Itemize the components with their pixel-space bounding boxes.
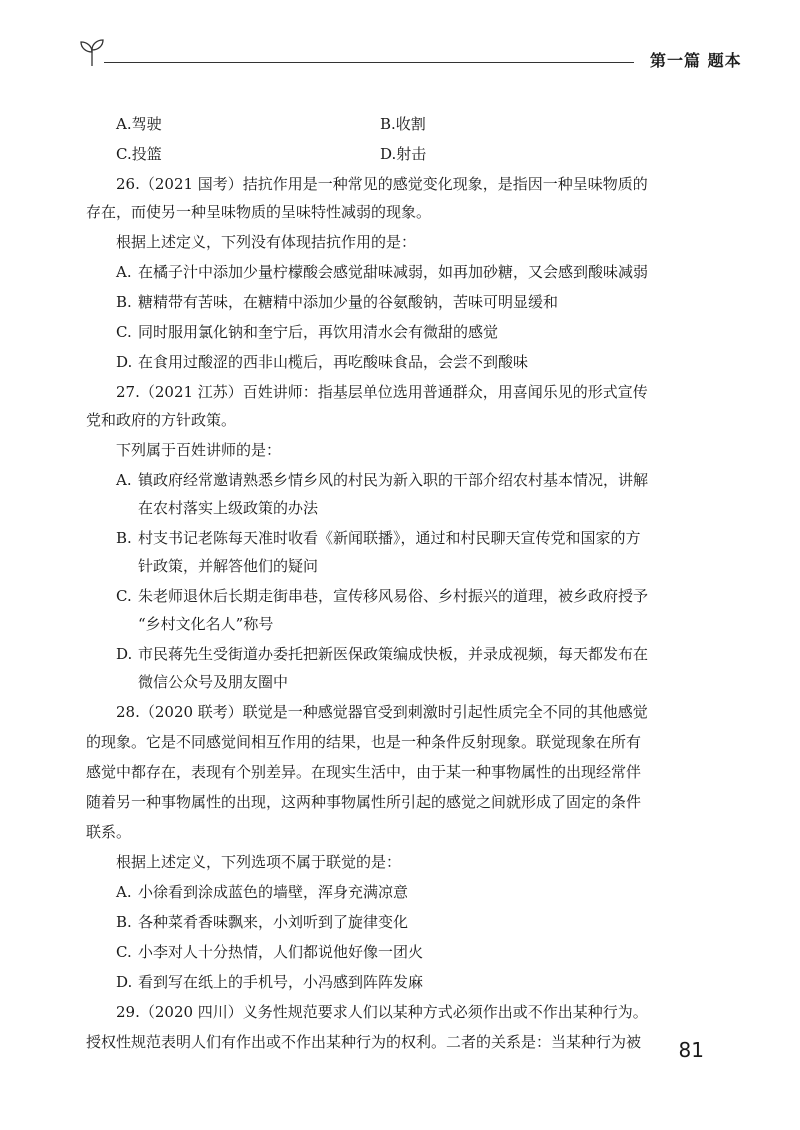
q28-stem-line-3: 感觉中都存在，表现有个别差异。在现实生活中，由于某一种事物属性的出现经常伴	[86, 763, 642, 781]
q28-option-b: B. 各种菜肴香味飘来，小刘听到了旋律变化	[116, 913, 409, 931]
q29-stem-line-1: 29.（2020 四川）义务性规范要求人们以某种方式必须作出或不作出某种行为。	[116, 1003, 648, 1021]
question-29	[86, 998, 700, 1056]
q27-option-b: B. 村支书记老陈每天准时收看《新闻联播》，通过和村民聊天宣传党和国家的方 针政策，并解答他们的疑问	[116, 529, 641, 575]
question-28	[86, 698, 700, 996]
page-header	[78, 38, 742, 78]
section-title: 第一篇 题本	[650, 51, 742, 70]
q26-option-a: A. 在橘子汁中添加少量柠檬酸会感觉甜味减弱，如再加砂糖，又会感到酸味减弱	[116, 263, 649, 281]
q27-option-d: D. 市民蒋先生受街道办委托把新医保政策编成快板，并录成视频，每天都发布在 微信公众号及朋友圈中	[116, 645, 649, 691]
q26-stem-line-1: 26.（2021 国考）拮抗作用是一种常见的感觉变化现象，是指因一种呈味物质的	[116, 175, 648, 193]
q25-option-c: C.投篮	[116, 145, 162, 163]
page-number: 81	[678, 1038, 704, 1062]
question-26	[86, 170, 700, 376]
q26-option-b: B. 糖精带有苦味，在糖精中添加少量的谷氨酸钠，苦味可明显缓和	[116, 293, 559, 311]
page-content	[86, 110, 700, 1056]
q25-option-b: B.收割	[380, 115, 426, 133]
q28-question: 根据上述定义，下列选项不属于联觉的是：	[116, 853, 402, 871]
q26-question: 根据上述定义，下列没有体现拮抗作用的是：	[116, 233, 417, 251]
q25-options-row-2	[116, 140, 700, 168]
q29-stem-line-2: 授权性规范表明人们有作出或不作出某种行为的权利。二者的关系是：当某种行为被	[86, 1033, 642, 1051]
q26-stem-line-2: 存在，而使另一种呈味物质的呈味特性减弱的现象。	[86, 203, 432, 221]
q28-stem-line-1: 28.（2020 联考）联觉是一种感觉器官受到刺激时引起性质完全不同的其他感觉	[116, 703, 648, 721]
sprout-icon	[78, 38, 106, 68]
q25-option-d: D.射击	[380, 145, 427, 163]
q27-option-c: C. 朱老师退休后长期走街串巷，宣传移风易俗、乡村振兴的道理，被乡政府授予 “乡村文化名人”称号	[116, 587, 649, 633]
q25-option-a: A.驾驶	[116, 115, 162, 133]
q26-option-c: C. 同时服用氯化钠和奎宁后，再饮用清水会有微甜的感觉	[116, 323, 499, 341]
q27-stem-line-1: 27.（2021 江苏）百姓讲师：指基层单位选用普通群众，用喜闻乐见的形式宣传	[116, 383, 648, 401]
q28-stem-line-4: 随着另一种事物属性的出现，这两种事物属性所引起的感觉之间就形成了固定的条件	[86, 793, 642, 811]
q28-option-c: C. 小李对人十分热情，人们都说他好像一团火	[116, 943, 424, 961]
q28-stem-line-5: 联系。	[86, 823, 132, 841]
header-rule	[104, 62, 634, 63]
q27-option-a: A. 镇政府经常邀请熟悉乡情乡风的村民为新入职的干部介绍农村基本情况，讲解 在农村落实上级政策的办法	[116, 471, 649, 517]
q28-stem-line-2: 的现象。它是不同感觉间相互作用的结果，也是一种条件反射现象。联觉现象在所有	[86, 733, 642, 751]
q27-question: 下列属于百姓讲师的是：	[116, 441, 282, 459]
q26-option-d: D. 在食用过酸涩的西非山榄后，再吃酸味食品，会尝不到酸味	[116, 353, 529, 371]
question-27	[86, 378, 700, 696]
q28-option-d: D. 看到写在纸上的手机号，小冯感到阵阵发麻	[116, 973, 424, 991]
q25-options-row-1	[116, 110, 700, 138]
q27-stem-line-2: 党和政府的方针政策。	[86, 411, 237, 429]
q28-option-a: A. 小徐看到涂成蓝色的墙壁，浑身充满凉意	[116, 883, 409, 901]
